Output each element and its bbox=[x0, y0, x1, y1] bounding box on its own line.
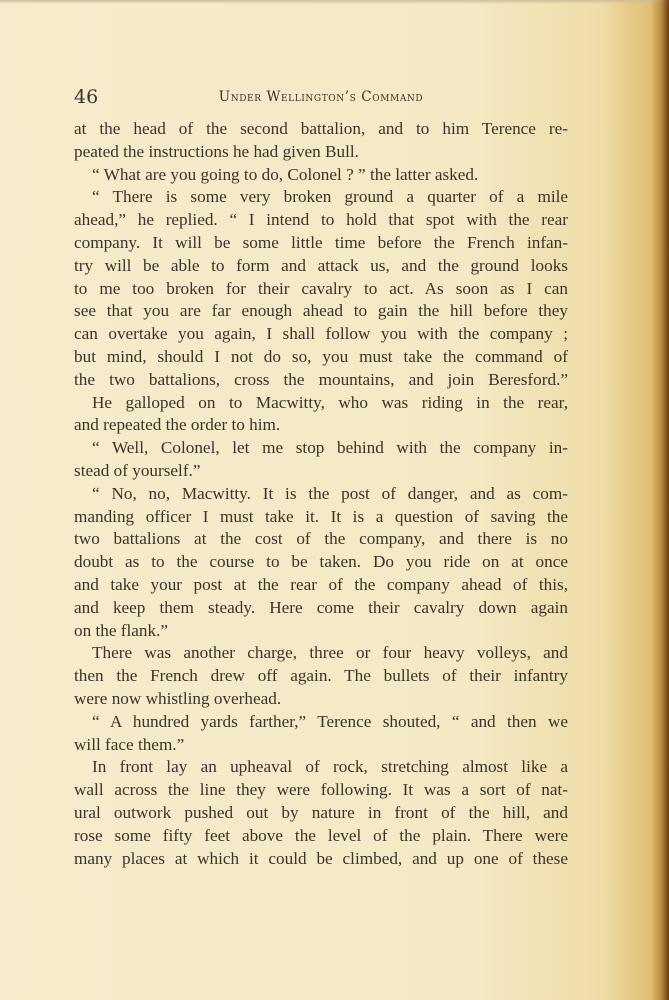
text-line: and repeated the order to him. bbox=[74, 415, 281, 435]
text-line: ural outwork pushed out by nature in front of the hill, and bbox=[74, 802, 568, 822]
text-line: to me too broken for their cavalry to act. As soon as I can bbox=[74, 278, 568, 298]
text-line: “ What are you going to do, Colonel ? ” the latter asked. bbox=[92, 164, 479, 184]
text-line: the two battalions, cross the mountains, and join Beresford.” bbox=[74, 369, 568, 389]
text-line: will face them.” bbox=[74, 734, 185, 754]
text-line: then the French drew off again. The bullets of their infantry bbox=[74, 666, 568, 686]
text-line: There was another charge, three or four heavy volleys, and bbox=[92, 643, 568, 663]
text-line: doubt as to the course to be taken. Do you ride on at once bbox=[74, 552, 568, 572]
text-line: and take your post at the rear of the company ahead of this, bbox=[74, 574, 568, 594]
body-text bbox=[74, 118, 568, 870]
text-line: were now whistling overhead. bbox=[74, 688, 282, 708]
text-line: In front lay an upheaval of rock, stretching almost like a bbox=[92, 757, 568, 777]
text-line: “ There is some very broken ground a quarter of a mile bbox=[92, 187, 568, 207]
text-line: “ No, no, Macwitty. It is the post of danger, and as com- bbox=[92, 483, 568, 503]
text-line: stead of yourself.” bbox=[74, 460, 201, 480]
page-number: 46 bbox=[74, 86, 99, 108]
text-line: manding officer I must take it. It is a question of saving the bbox=[74, 506, 568, 526]
running-head: Under Wellington’s Command bbox=[218, 89, 424, 105]
text-line: but mind, should I not do so, you must take the command of bbox=[74, 346, 568, 366]
text-line: He galloped on to Macwitty, who was riding in the rear, bbox=[92, 392, 568, 412]
page-header bbox=[74, 84, 568, 110]
text-line: many places at which it could be climbed, and up one of these bbox=[74, 848, 568, 868]
text-line: at the head of the second battalion, and to him Terence re- bbox=[74, 119, 568, 138]
text-line: company. It will be some little time before the French infan- bbox=[74, 232, 568, 252]
page-edge-shadow bbox=[651, 0, 669, 1000]
text-line: wall across the line they were following. It was a sort of nat- bbox=[74, 780, 568, 800]
page-top-edge bbox=[0, 0, 669, 4]
text-line: “ A hundred yards farther,” Terence shouted, “ and then we bbox=[92, 711, 568, 731]
text-line: can overtake you again, I shall follow you with the company ; bbox=[74, 324, 568, 344]
text-line: ahead,” he replied. “ I intend to hold that spot with the rear bbox=[74, 210, 568, 230]
text-line: on the flank.” bbox=[74, 620, 169, 640]
text-line: “ Well, Colonel, let me stop behind with the company in- bbox=[92, 438, 568, 458]
text-line: rose some fifty feet above the level of the plain. There were bbox=[74, 825, 568, 845]
text-line: peated the instructions he had given Bull. bbox=[74, 141, 359, 161]
text-line: two battalions at the cost of the company, and there is no bbox=[74, 529, 568, 549]
text-line: and keep them steady. Here come their cavalry down again bbox=[74, 597, 568, 617]
text-line: see that you are far enough ahead to gain the hill before they bbox=[74, 301, 568, 321]
text-line: try will be able to form and attack us, and the ground looks bbox=[74, 255, 568, 275]
